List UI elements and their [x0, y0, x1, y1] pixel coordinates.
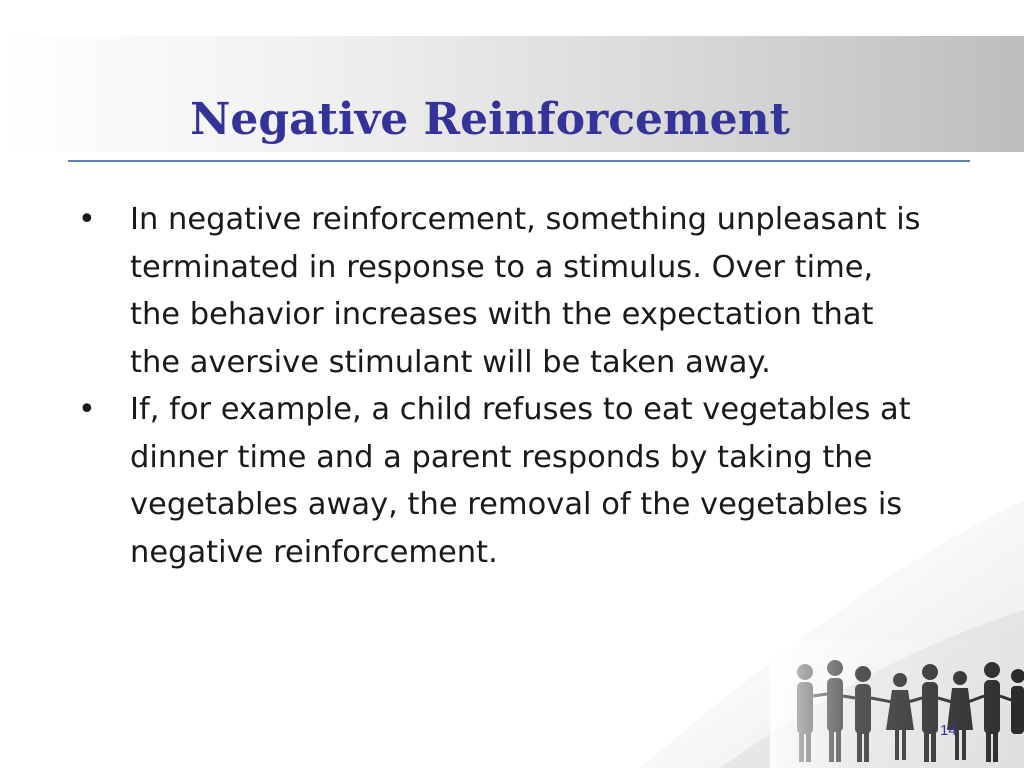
people-holding-hands-silhouette-icon	[600, 440, 1024, 768]
slide-title: Negative Reinforcement	[190, 94, 790, 145]
bullet-item	[78, 196, 928, 386]
bullet-marker: •	[78, 202, 96, 237]
bullet-marker: •	[78, 392, 96, 427]
bullet-text: If, for example, a child refuses to eat vegetables at dinner time and a parent responds by taking the vegetables away, the removal of the vegetables is negative reinforcement.	[130, 392, 911, 570]
page-number: 14	[940, 722, 957, 739]
bullet-text: In negative reinforcement, something unpleasant is terminated in response to a stimulus. Over time, the behavior increases with the expectation that the aversive stimulant will be taken away.	[130, 202, 921, 380]
title-divider	[68, 160, 970, 162]
